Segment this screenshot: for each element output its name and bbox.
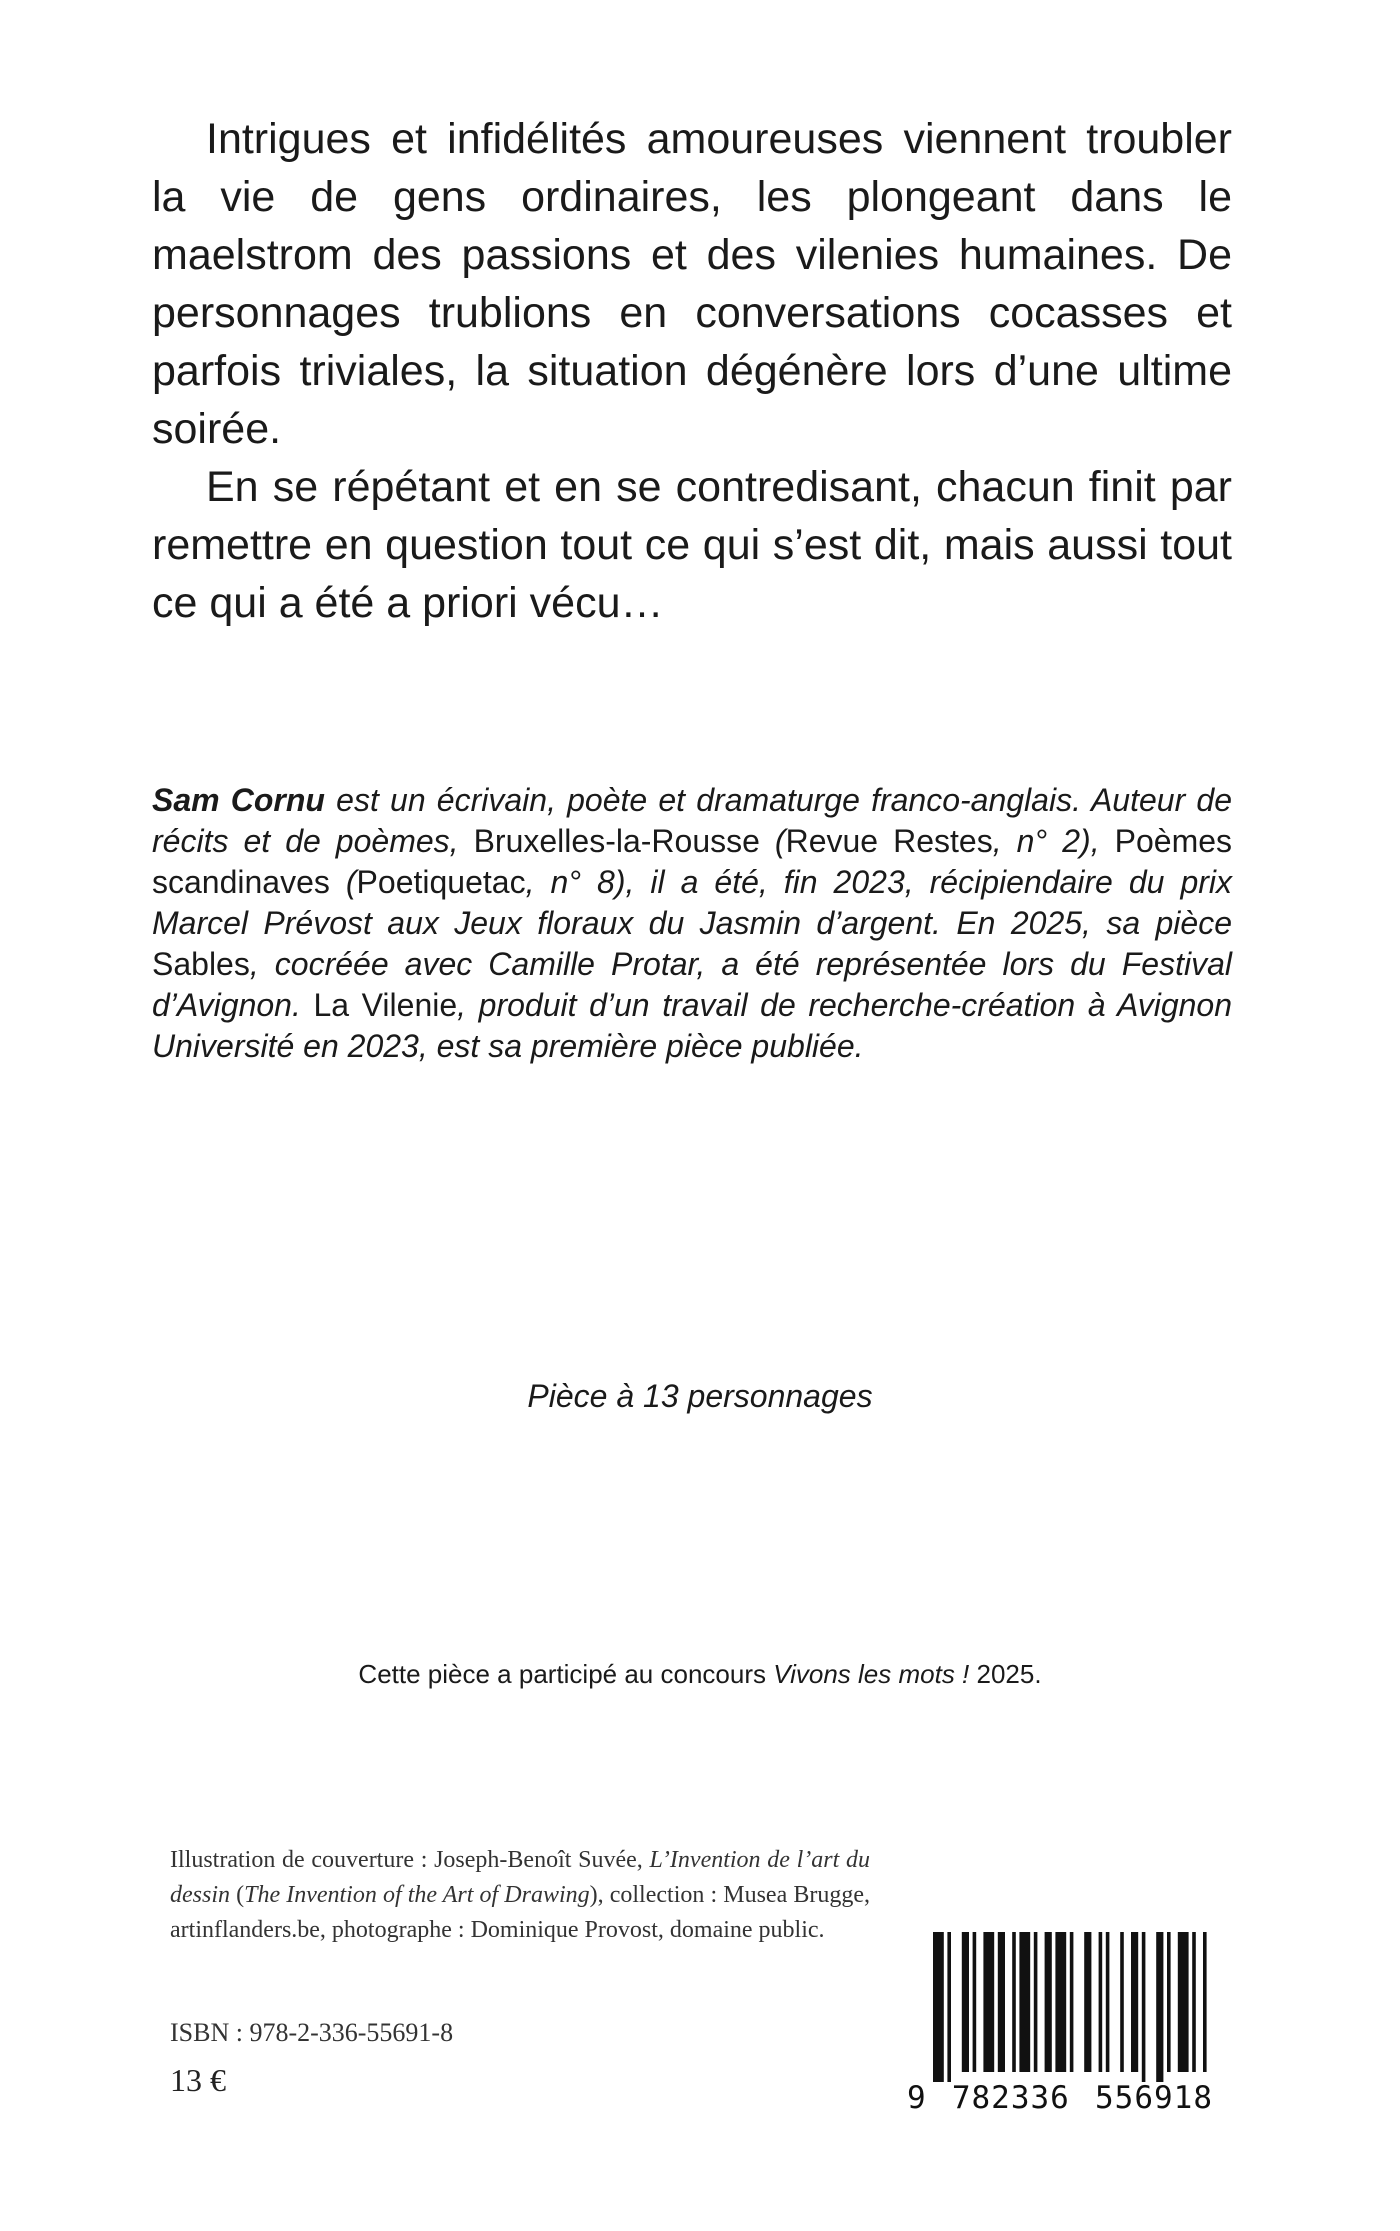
barcode-bar (1203, 1932, 1207, 2072)
barcode-bar (1084, 1932, 1091, 2072)
barcode-bar (1131, 1932, 1138, 2072)
contest-note: Cette pièce a participé au concours Vivons les mots ! 2025. (358, 1659, 1042, 1689)
blurb-paragraph-2: En se répétant et en se contredisant, chacun finit par remettre en question tout ce qui s’est dit, mais aussi tout ce qui a été a priori vécu… (152, 463, 1232, 627)
price: 13 € (170, 2062, 226, 2098)
work-title: Bruxelles-la-Rousse (473, 823, 760, 859)
author-name: Sam Cornu (152, 782, 325, 818)
barcode-bar (1156, 1932, 1163, 2082)
barcode-bar (1192, 1932, 1196, 2072)
blurb-paragraph-1: Intrigues et infidélités amoureuses viennent troubler la vie de gens ordinaires, les plongeant dans le maelstrom des passions et des vilenies humaines. De personnages trublions en conversations cocasses et parfois triviales, la situation dégénère lors d’une ultime soirée. (152, 115, 1232, 453)
barcode-bar (1178, 1932, 1189, 2072)
barcode-bar (983, 1932, 994, 2072)
work-title: Revue Restes (785, 823, 993, 859)
work-title: Poèmes scandinaves (152, 823, 1233, 900)
barcode-right-digits: 556918 (1095, 2080, 1213, 2116)
barcode-bar (947, 1932, 951, 2082)
barcode-bar (1167, 1932, 1171, 2072)
barcode-bar (1120, 1932, 1124, 2072)
barcode-bar (933, 1932, 944, 2082)
barcode-lead-digit: 9 (907, 2080, 927, 2116)
author-biography: Sam Cornu est un écrivain, poète et dramaturge franco-anglais. Auteur de récits et de poèmes, Bruxelles-la-Rousse (Revue Restes, n° 2), Poèmes scandinaves (Poetiquetac, n° 8), il a été, fin 2023, récipiendaire du prix Marcel Prévost aux Jeux floraux du Jasmin d’argent. En 2025, sa pièce Sables, cocréée avec Camille Protar, a été représentée lors du Festival d’Avignon. La Vilenie, produit d’un travail de recherche-création à Avignon Université en 2023, est sa première pièce publiée. (152, 782, 1233, 1064)
barcode-digits (905, 2080, 1215, 2116)
barcode-left-digits: 782336 (951, 2080, 1070, 2116)
barcode-bars (905, 1932, 1215, 2082)
barcode-bar (1034, 1932, 1038, 2072)
barcode-bar (1012, 1932, 1016, 2072)
cover-illustration-credits: Illustration de couverture : Joseph-Benoît Suvée, L’Invention de l’art du dessin (The Invention of the Art of Drawing), collection : Musea Brugge, artinflanders.be, photographe : Dominique Provost, domaine public. (170, 1847, 870, 1943)
barcode-bar (1045, 1932, 1052, 2072)
barcode-bar (1055, 1932, 1066, 2072)
work-title: Poetiquetac (356, 864, 526, 900)
barcode-bar (1106, 1932, 1110, 2072)
barcode-bar (973, 1932, 977, 2072)
barcode-bar (1142, 1932, 1146, 2082)
work-title: Sables (152, 946, 250, 982)
cast-size: Pièce à 13 personnages (527, 1378, 873, 1414)
contest-title: Vivons les mots ! (773, 1659, 970, 1689)
work-title: La Vilenie (313, 987, 458, 1023)
barcode-bar (1019, 1932, 1030, 2072)
barcode-bar (1070, 1932, 1074, 2072)
barcode-bar (962, 1932, 969, 2072)
barcode-bar (1099, 1932, 1103, 2072)
back-cover-blurb (152, 110, 1232, 632)
isbn: ISBN : 978-2-336-55691-8 (170, 2018, 454, 2047)
barcode-bar (998, 1932, 1005, 2072)
